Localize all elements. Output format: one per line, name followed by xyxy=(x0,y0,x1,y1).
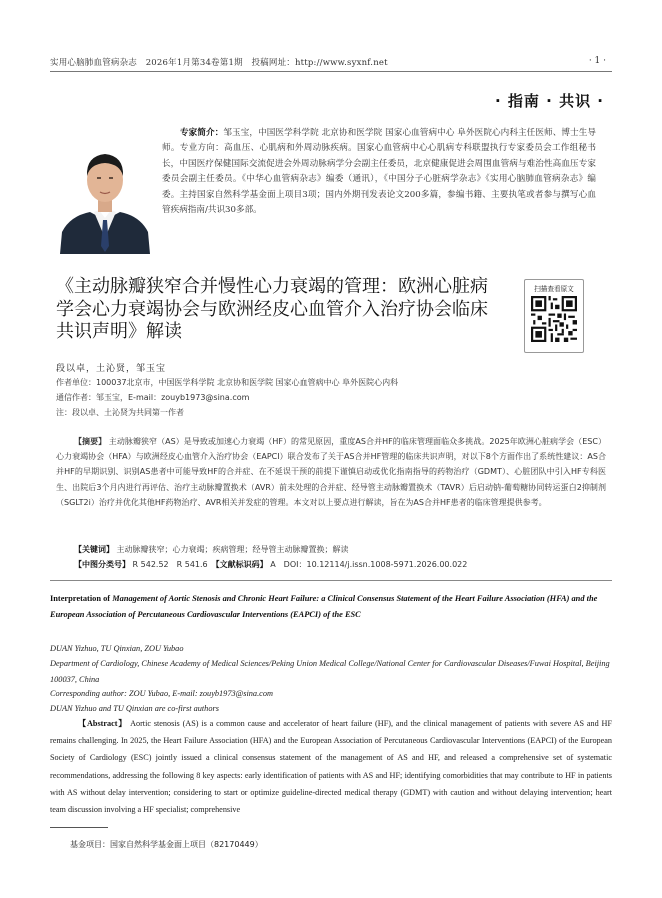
english-abstract-text: Aortic stenosis (AS) is a common cause and accelerator of heart failure (HF), and the clinical management of patients with severe AS and HF remains challenging. In 2025, the Heart Failure Association (HFA) and the European Association of Percutaneous Cardiovascular Interventions (EAPCI) of the European Society of Cardiology (ESC) jointly issued a clinical consensus statement of the management of AS and HF, and released a comprehensive set of systematic recommendations, addressing the following 8 key aspects: early identification of patients with AS and HF; identifying comorbidities that may contribute to HF in patients with AS without delay intervention; considering to start or optimize guideline-directed medical therapy (GDMT) with caution and without delaying intervention; heart team discussion involving a HF specialist; comprehensive xyxy=(50,719,613,815)
cofirst-note-cn: 注：段以卓、土沁贤为共同第一作者 xyxy=(56,408,184,417)
bio-label: 专家简介： xyxy=(180,128,224,138)
qr-code-icon xyxy=(531,296,577,342)
english-title-prefix: Interpretation of xyxy=(50,594,113,603)
english-cofirst-note: DUAN Yizhuo and TU Qinxian are co-first authors xyxy=(50,704,219,713)
doc-code-value: A DOI：10.12114/j.issn.1008-5971.2026.00.022 xyxy=(270,560,468,569)
english-authors: DUAN Yizhuo, TU Qinxian, ZOU Yubao xyxy=(50,644,184,653)
bio-text: 邹玉宝，中国医学科学院 北京协和医学院 国家心血管病中心 阜外医院心内科主任医师、博士生导师。专业方向：高血压、心肌病和外周动脉疾病。国家心血管病中心心肌病专科联盟执行专家委员会工作组秘书长，中国医疗保健国际交流促进会外周动脉病学分会副主任委员，北京健康促进会周围血管病与难治性高血压专家委员会副主任委员。《中华心血管病杂志》编委（通讯），《中国分子心脏病学杂志》《实用心脑肺血管病杂志》编委。主持国家自然科学基金面上项目3项；国内外期刊发表论文200多篇，参编书籍、主要执笔或者参与撰写心血管疾病指南/共识30多部。 xyxy=(162,128,596,216)
clc-value: R 542.52 R 541.6 xyxy=(132,560,208,569)
header-rule xyxy=(50,71,612,72)
english-abstract xyxy=(50,715,612,818)
english-affiliation: Department of Cardiology, Chinese Academy of Medical Sciences/Peking Union Medical College/National Center for Cardiovascular Diseases/Fuwai Hospital, Beijing 100037, China xyxy=(50,659,610,684)
portrait-image xyxy=(56,128,154,254)
keywords-text: 主动脉瓣狭窄；心力衰竭；疾病管理；经导管主动脉瓣置换；解读 xyxy=(116,545,349,554)
keywords-label: 【关键词】 xyxy=(74,545,114,554)
abstract-cn-text: 主动脉瓣狭窄（AS）是导致或加速心力衰竭（HF）的常见原因，重度AS合并HF的临床管理面临众多挑战。2025年欧洲心脏病学会（ESC）心力衰竭协会（HFA）与欧洲经皮心血管介入治疗协会（EAPCI）联合发布了关于AS合并HF管理的临床共识声明，对以下8个方面作出了系统性建议：AS合并HF的早期识别、识别AS患者中可能导致HF的合并症、在不延误干预的前提下谨慎启动或优化指南指导的药物治疗（GDMT）、心脏团队中引入HF专科医生、出院后3个月内进行再评估、治疗主动脉瓣置换术（AVR）前未处理的合并症、经导管主动脉瓣置换术（TAVR）后启动钠-葡萄糖协同转运蛋白2抑制剂（SGLT2i）治疗并优化其他HF药物治疗、AVR相关并发症的管理。本文对以上要点进行解读，旨在为AS合并HF患者的临床管理提供参考。 xyxy=(56,437,606,507)
authors-cn: 段以卓，土沁贤，邹玉宝 xyxy=(56,364,167,374)
english-abstract-label: 【Abstract】 xyxy=(78,719,128,728)
article-title: 《主动脉瓣狭窄合并慢性心力衰竭的管理：欧洲心脏病学会心力衰竭协会与欧洲经皮心血管介入治疗协会临床共识声明》解读 xyxy=(56,276,488,342)
doc-code-label: 【文献标识码】 xyxy=(215,560,268,569)
keywords-cn xyxy=(74,544,349,555)
english-title xyxy=(50,591,610,623)
english-corresponding: Corresponding author: ZOU Yubao, E-mail: zouyb1973@sina.com xyxy=(50,689,273,698)
corresponding-cn: 通信作者：邹玉宝，E-mail：zouyb1973@sina.com xyxy=(56,393,250,402)
author-photo xyxy=(56,128,154,254)
footnote-rule xyxy=(50,827,108,828)
section-tag: · 指南 · 共识 · xyxy=(495,92,604,110)
abstract-cn xyxy=(56,434,606,510)
qr-label: 扫描查看原文 xyxy=(534,285,574,293)
journal-header: 实用心脑肺血管病杂志 2026年1月第34卷第1期 投稿网址：http://www.syxnf.net xyxy=(50,58,388,68)
qr-code-box[interactable] xyxy=(524,279,584,353)
author-bio xyxy=(162,126,596,218)
english-title-italic: Management of Aortic Stenosis and Chronic Heart Failure: a Clinical Consensus Statement of the Heart Failure Association (HFA) and the European Association of Percutaneous Cardiovascular Interventions (EAPCI) of the ESC xyxy=(50,594,598,620)
affiliation-cn: 作者单位：100037北京市，中国医学科学院 北京协和医学院 国家心血管病中心 阜外医院心内科 xyxy=(56,378,399,387)
section-divider xyxy=(50,580,612,581)
funding-footnote: 基金项目：国家自然科学基金面上项目（82170449） xyxy=(70,840,263,849)
abstract-cn-label: 【摘要】 xyxy=(74,437,107,446)
page-number: · 1 · xyxy=(588,56,606,66)
clc-label: 【中图分类号】 xyxy=(74,560,130,569)
classification-line xyxy=(74,559,467,570)
